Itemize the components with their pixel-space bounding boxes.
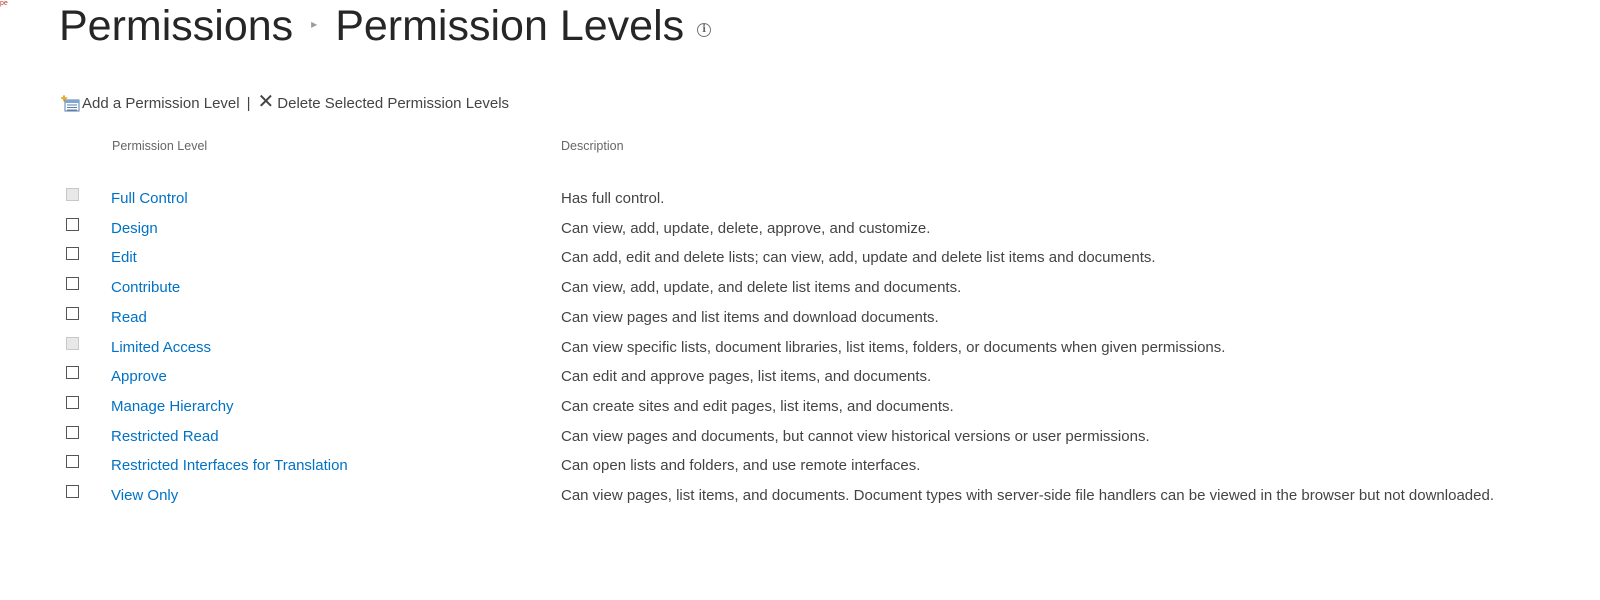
permission-level-description: Can open lists and folders, and use remote interfaces. bbox=[561, 457, 921, 474]
row-checkbox[interactable] bbox=[66, 277, 79, 290]
permission-level-description: Can create sites and edit pages, list items, and documents. bbox=[561, 398, 954, 415]
table-row bbox=[0, 337, 1600, 367]
permission-level-link[interactable]: Manage Hierarchy bbox=[111, 398, 234, 415]
table-row bbox=[0, 426, 1600, 456]
column-header-permission-level[interactable]: Permission Level bbox=[112, 139, 208, 153]
permission-level-description: Can view pages and documents, but cannot view historical versions or user permissions. bbox=[561, 428, 1150, 445]
permission-level-description: Can add, edit and delete lists; can view, add, update and delete list items and documents. bbox=[561, 249, 1156, 266]
permission-level-link[interactable]: Restricted Interfaces for Translation bbox=[111, 457, 348, 474]
permission-level-link[interactable]: Read bbox=[111, 309, 147, 326]
permission-level-link[interactable]: Restricted Read bbox=[111, 428, 219, 445]
delete-x-icon: ✕ bbox=[257, 90, 275, 113]
add-permission-level-button[interactable] bbox=[61, 95, 240, 112]
permission-level-link[interactable]: Contribute bbox=[111, 279, 181, 296]
table-row bbox=[0, 455, 1600, 485]
row-checkbox[interactable] bbox=[66, 426, 79, 439]
permission-level-description: Can view, add, update, and delete list items and documents. bbox=[561, 279, 962, 296]
table-row bbox=[0, 485, 1600, 515]
corner-mark: pe bbox=[0, 0, 8, 7]
table-row bbox=[0, 396, 1600, 426]
column-header-description[interactable]: Description bbox=[561, 139, 624, 153]
table-row bbox=[0, 366, 1600, 396]
permission-level-description: Can view pages, list items, and documents. Document types with server-side file handlers can be viewed in the browser but not downloaded. bbox=[561, 487, 1494, 504]
permission-level-description: Has full control. bbox=[561, 190, 665, 207]
row-checkbox[interactable] bbox=[66, 396, 79, 409]
page-header bbox=[59, 2, 711, 51]
row-checkbox[interactable] bbox=[66, 247, 79, 260]
table-row bbox=[0, 218, 1600, 248]
toolbar-separator: | bbox=[246, 95, 251, 112]
row-checkbox[interactable] bbox=[66, 366, 79, 379]
permission-level-link[interactable]: Design bbox=[111, 220, 158, 237]
delete-permission-levels-button[interactable] bbox=[257, 90, 510, 113]
breadcrumb-root[interactable]: Permissions bbox=[59, 2, 294, 50]
permission-level-description: Can view specific lists, document libraries, list items, folders, or documents when given permissions. bbox=[561, 339, 1226, 356]
permission-level-link[interactable]: View Only bbox=[111, 487, 179, 504]
row-checkbox[interactable] bbox=[66, 485, 79, 498]
table-row bbox=[0, 247, 1600, 277]
row-checkbox bbox=[66, 188, 79, 201]
row-checkbox[interactable] bbox=[66, 307, 79, 320]
page-title: Permission Levels bbox=[335, 2, 685, 50]
add-permission-level-label: Add a Permission Level bbox=[82, 95, 240, 112]
table-row bbox=[0, 307, 1600, 337]
row-checkbox[interactable] bbox=[66, 218, 79, 231]
permission-level-link[interactable]: Approve bbox=[111, 368, 167, 385]
row-checkbox bbox=[66, 337, 79, 350]
table-row bbox=[0, 188, 1600, 218]
row-checkbox[interactable] bbox=[66, 455, 79, 468]
permission-level-description: Can view, add, update, delete, approve, and customize. bbox=[561, 220, 931, 237]
add-list-icon bbox=[61, 95, 80, 112]
permission-level-link[interactable]: Edit bbox=[111, 249, 137, 266]
breadcrumb-separator-icon: ▸ bbox=[311, 17, 318, 31]
permission-level-description: Can view pages and list items and download documents. bbox=[561, 309, 939, 326]
toolbar bbox=[61, 90, 510, 113]
table-row bbox=[0, 277, 1600, 307]
delete-permission-levels-label: Delete Selected Permission Levels bbox=[277, 95, 510, 112]
permission-level-description: Can edit and approve pages, list items, and documents. bbox=[561, 368, 932, 385]
permission-level-link[interactable]: Full Control bbox=[111, 190, 188, 207]
info-icon[interactable]: i bbox=[697, 23, 711, 37]
permission-level-link[interactable]: Limited Access bbox=[111, 339, 212, 356]
